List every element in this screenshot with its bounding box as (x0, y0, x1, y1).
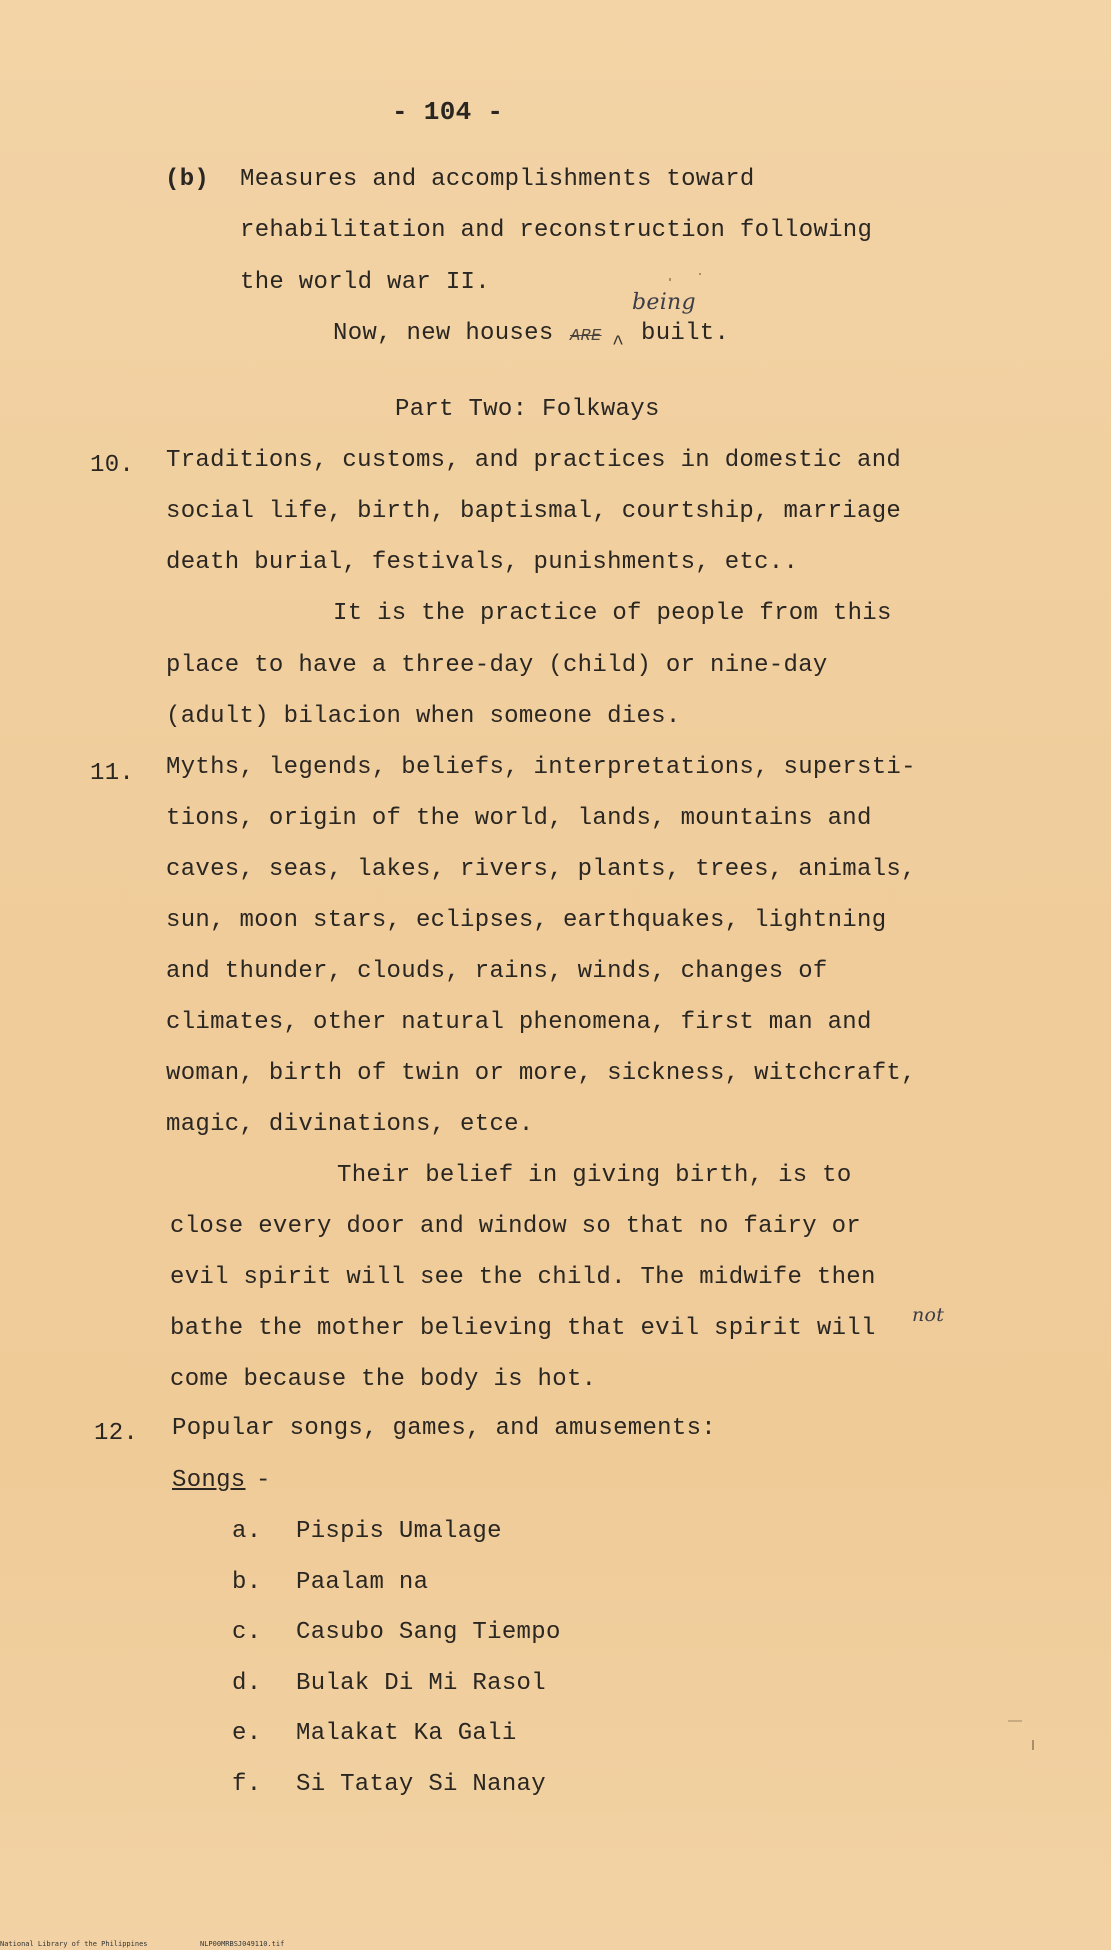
item-11-line-1: Myths, legends, beliefs, interpretations, supersti- (166, 754, 916, 781)
footer-filename: NLP00MRBSJ049110.tif (200, 1940, 285, 1948)
song-title: Bulak Di Mi Rasol (296, 1670, 546, 1697)
item-b-label: (b) (165, 166, 210, 193)
song-letter: a. (232, 1518, 262, 1545)
paper-speck (1032, 1740, 1034, 1750)
page-number: - 104 - (392, 97, 504, 127)
item-11-number: 11. (90, 760, 135, 787)
paper-speck (1008, 1720, 1022, 1722)
item-10-line-3: death burial, festivals, punishments, etc.. (166, 549, 799, 576)
item-11-line-8: magic, divinations, etce. (166, 1111, 534, 1138)
item-11-line-2: tions, origin of the world, lands, mountains and (166, 805, 872, 832)
song-letter: e. (232, 1720, 262, 1747)
item-10-answer-2: place to have a three-day (child) or nine-day (166, 652, 828, 679)
item-12-text: Popular songs, games, and amusements: (172, 1415, 716, 1442)
item-11-line-6: climates, other natural phenomena, first man and (166, 1009, 872, 1036)
song-letter: d. (232, 1670, 262, 1697)
paper-speck (699, 273, 701, 275)
item-b-line-1: Measures and accomplishments toward (240, 166, 755, 193)
song-title: Pispis Umalage (296, 1518, 502, 1545)
song-letter: b. (232, 1569, 262, 1596)
item-b-answer-start: Now, new houses (333, 320, 554, 347)
item-10-line-2: social life, birth, baptismal, courtship, marriage (166, 498, 902, 525)
item-12-number: 12. (94, 1420, 139, 1447)
item-b-line-2: rehabilitation and reconstruction following (240, 217, 873, 244)
song-title: Malakat Ka Gali (296, 1720, 517, 1747)
item-11-answer-5: come because the body is hot. (170, 1366, 597, 1393)
song-title: Paalam na (296, 1569, 429, 1596)
item-11-line-5: and thunder, clouds, rains, winds, changes of (166, 958, 828, 985)
item-11-line-4: sun, moon stars, eclipses, earthquakes, lightning (166, 907, 887, 934)
part-heading: Part Two: Folkways (395, 396, 660, 423)
handwritten-insertion-not: not (912, 1304, 945, 1326)
paper-speck (669, 278, 671, 281)
song-title: Si Tatay Si Nanay (296, 1771, 546, 1798)
songs-heading: Songs (172, 1467, 246, 1494)
item-10-line-1: Traditions, customs, and practices in domestic and (166, 447, 902, 474)
song-letter: f. (232, 1771, 262, 1798)
item-10-answer-3: (adult) bilacion when someone dies. (166, 703, 681, 730)
item-10-answer-1: It is the practice of people from this (333, 600, 892, 627)
song-letter: c. (232, 1619, 262, 1646)
struck-word: ARE (570, 327, 602, 346)
songs-dash: - (256, 1467, 271, 1494)
item-b-line-3: the world war II. (240, 269, 490, 296)
item-11-answer-4: bathe the mother believing that evil spirit will (170, 1315, 876, 1342)
item-10-number: 10. (90, 452, 135, 479)
item-11-answer-2: close every door and window so that no fairy or (170, 1213, 862, 1240)
item-11-line-7: woman, birth of twin or more, sickness, witchcraft, (166, 1060, 916, 1087)
item-11-answer-3: evil spirit will see the child. The midwife then (170, 1264, 876, 1291)
item-11-line-3: caves, seas, lakes, rivers, plants, trees, animals, (166, 856, 916, 883)
song-title: Casubo Sang Tiempo (296, 1619, 561, 1646)
item-b-answer-end: built. (641, 320, 730, 347)
footer-library: National Library of the Philippines (0, 1940, 148, 1948)
insertion-caret: ^ (612, 333, 625, 356)
handwritten-insertion-being: being (632, 290, 696, 315)
item-11-answer-1: Their belief in giving birth, is to (337, 1162, 852, 1189)
